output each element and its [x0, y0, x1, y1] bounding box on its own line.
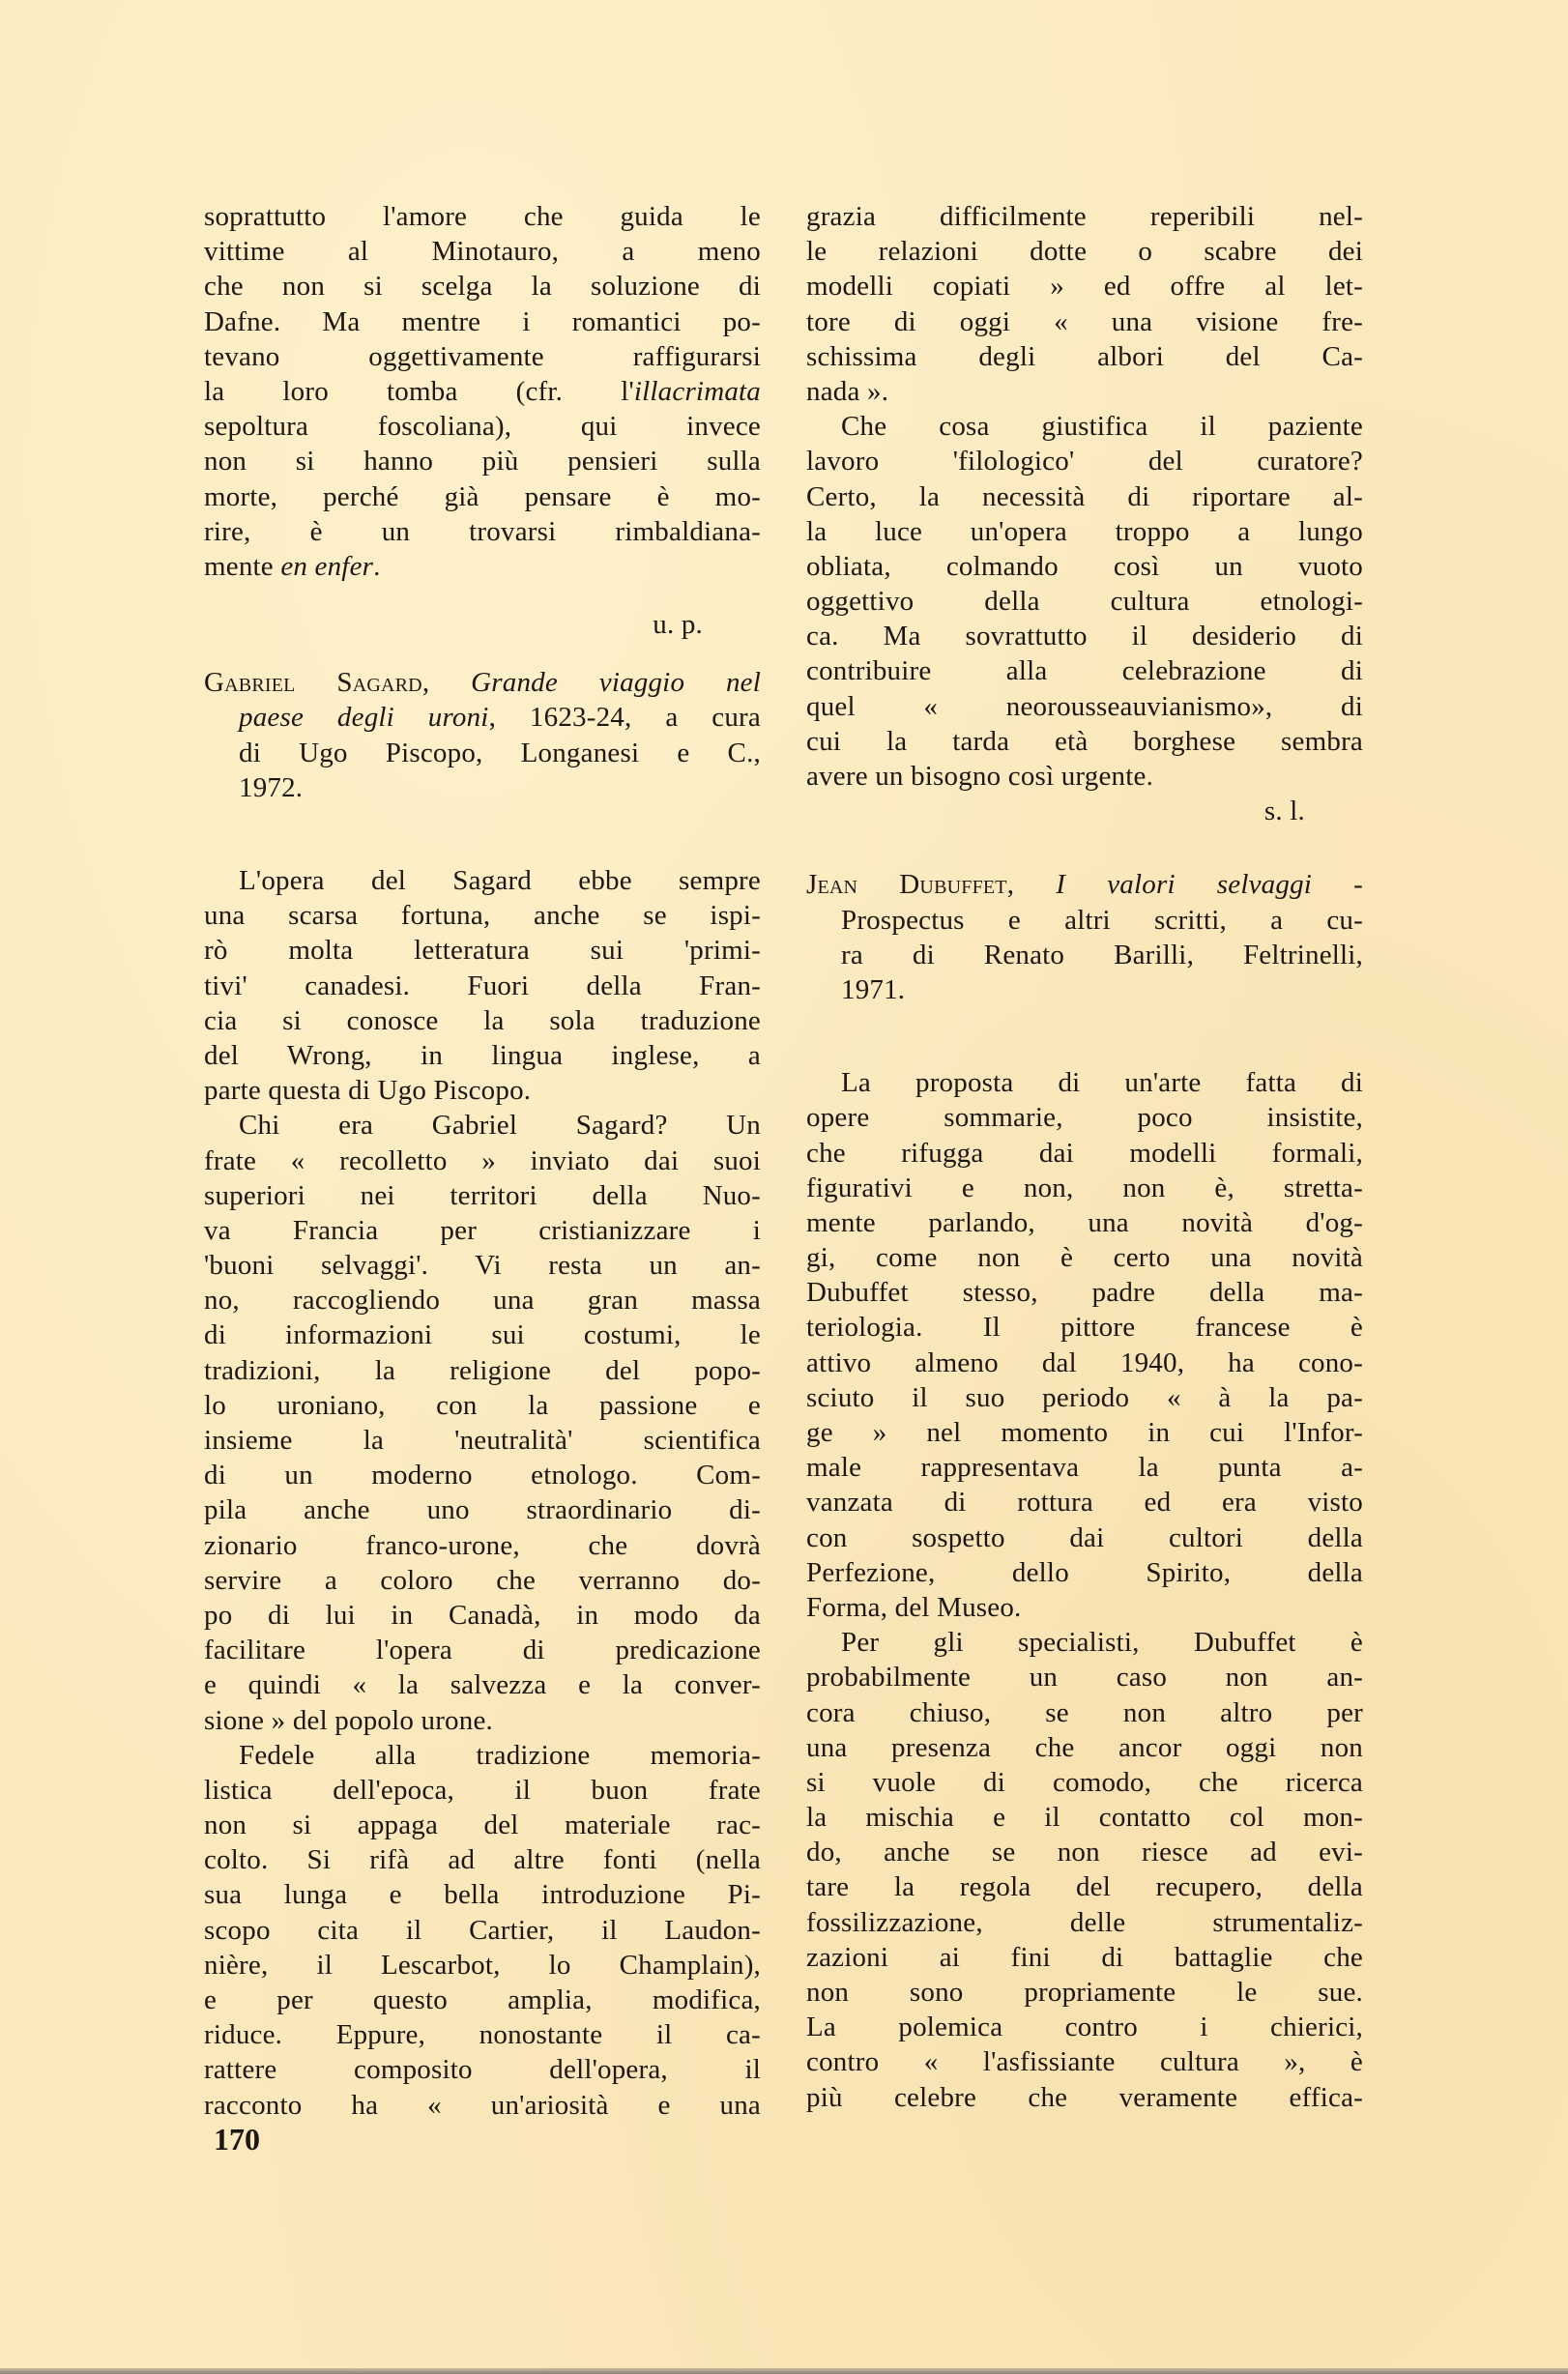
text-line: rattere composito dell'opera, il: [204, 2054, 761, 2086]
text-line: frate « recolletto » inviato dai suoi: [204, 1144, 761, 1176]
text-line: po di lui in Canadà, in modo da: [204, 1599, 761, 1631]
text-line: Certo, la necessità di riportare al-: [806, 480, 1363, 512]
citation-line: 1972.: [239, 771, 304, 803]
review-2-citation: [204, 665, 761, 805]
text-line: ge » nel momento in cui l'Infor-: [806, 1417, 1363, 1448]
review-1-ending: [204, 199, 761, 584]
page-number: 170: [214, 2122, 260, 2157]
text-line: morte, perché già pensare è mo-: [204, 480, 761, 512]
text-line: La polemica contro i chierici,: [806, 2012, 1363, 2043]
review-3-body: [806, 1065, 1363, 2115]
text-line: Forma, del Museo.: [806, 1591, 1022, 1623]
citation-line: 1971.: [841, 973, 906, 1005]
text-line: scopo cita il Cartier, il Laudon-: [204, 1914, 761, 1946]
text-line: racconto ha « un'ariosità e una: [204, 2089, 761, 2121]
text-line: tivi' canadesi. Fuori della Fran-: [204, 970, 761, 1001]
text-line: facilitare l'opera di predicazione: [204, 1635, 761, 1666]
text-line: tore di oggi « una visione fre-: [806, 305, 1363, 337]
citation-line: ra di Renato Barilli, Feltrinelli,: [841, 939, 1363, 970]
review-2-body-continued: [806, 199, 1363, 794]
text-line: la luce un'opera troppo a lungo: [806, 515, 1363, 547]
text-line: zazioni ai fini di battaglie che: [806, 1941, 1363, 1973]
text-line: rire, è un trovarsi rimbaldiana-: [204, 515, 761, 547]
citation-title: Grande viaggio nel: [471, 667, 761, 699]
text-line: grazia difficilmente reperibili nel-: [806, 201, 1363, 232]
text-line: Perfezione, dello Spirito, della: [806, 1556, 1363, 1588]
text-line: non sono propriamente le sue.: [806, 1977, 1363, 2008]
text-line: tare la regola del recupero, della: [806, 1871, 1363, 1903]
text-line: la mischia e il contatto col mon-: [806, 1802, 1363, 1834]
text-line: con sospetto dai cultori della: [806, 1521, 1363, 1553]
right-column: [806, 199, 1363, 2115]
text-line: va Francia per cristianizzare i: [204, 1214, 761, 1246]
text-line: cora chiuso, se non altro per: [806, 1696, 1363, 1728]
text-line: contro « l'asfissiante cultura », è: [806, 2046, 1363, 2078]
text-line: modelli copiati » ed offre al let-: [806, 271, 1363, 303]
text-line: lavoro 'filologico' del curatore?: [806, 446, 1363, 478]
review-3-citation: [806, 867, 1363, 1007]
page-edge: [0, 2368, 1568, 2374]
text-line: L'opera del Sagard ebbe sempre: [239, 865, 761, 896]
text-line: una presenza che ancor oggi non: [806, 1731, 1363, 1763]
text-line: non si appaga del materiale rac-: [204, 1809, 761, 1841]
text-line: sciuto il suo periodo « à la pa-: [806, 1381, 1363, 1413]
text-line: Chi era Gabriel Sagard? Un: [239, 1110, 761, 1142]
text-line: male rappresentava la punta a-: [806, 1452, 1363, 1484]
text-line: e quindi « la salvezza e la conver-: [204, 1669, 761, 1701]
text-line: mente en enfer.: [204, 550, 381, 582]
text-line: non si hanno più pensieri sulla: [204, 446, 761, 478]
text-line: sepoltura foscoliana), qui invece: [204, 411, 761, 443]
text-line: contribuire alla celebrazione di: [806, 655, 1363, 687]
text-line: parte questa di Ugo Piscopo.: [204, 1075, 532, 1107]
text-line: che non si scelga la soluzione di: [204, 271, 761, 303]
text-line: avere un bisogno così urgente.: [806, 761, 1154, 792]
text-line: no, raccogliendo una gran massa: [204, 1285, 761, 1317]
author-signature: u. p.: [653, 609, 703, 641]
text-line: gi, come non è certo una novità: [806, 1242, 1363, 1274]
citation-line: [204, 700, 761, 735]
text-line: del Wrong, in lingua inglese, a: [204, 1039, 761, 1071]
text-line: Per gli specialisti, Dubuffet è: [841, 1627, 1363, 1659]
text-line: e per questo amplia, modifica,: [204, 1984, 761, 2015]
text-line: lo uroniano, con la passione e: [204, 1389, 761, 1421]
text-line: nière, il Lescarbot, lo Champlain),: [204, 1949, 761, 1981]
text-line: sione » del popolo urone.: [204, 1704, 493, 1736]
italic-phrase: illacrimata: [633, 375, 761, 407]
text-line: teriologia. Il pittore francese è: [806, 1312, 1363, 1344]
text-line: che rifugga dai modelli formali,: [806, 1137, 1363, 1169]
text-line: più celebre che veramente effica-: [806, 2081, 1363, 2113]
text-line: Dafne. Ma mentre i romantici po-: [204, 305, 761, 337]
text-line: vanzata di rottura ed era visto: [806, 1487, 1363, 1519]
citation-title-cont: paese degli uroni: [239, 702, 489, 734]
citation-heading-line: Jean Dubuffet, I valori selvaggi -: [806, 869, 1363, 901]
text-line: si vuole di comodo, che ricerca: [806, 1766, 1363, 1798]
text-line: riduce. Eppure, nonostante il ca-: [204, 2019, 761, 2051]
text-line: attivo almeno dal 1940, ha cono-: [806, 1346, 1363, 1378]
text-line: superiori nei territori della Nuo-: [204, 1179, 761, 1211]
review-2-body: [204, 863, 761, 2123]
text-line: fossilizzazione, delle strumentaliz-: [806, 1906, 1363, 1938]
text-line: colto. Si rifà ad altre fonti (nella: [204, 1844, 761, 1876]
citation-title: I valori selvaggi: [1056, 869, 1313, 901]
italic-phrase: en enfer: [280, 550, 374, 582]
text-line: obliata, colmando così un vuoto: [806, 550, 1363, 582]
text-line: 'buoni selvaggi'. Vi resta un an-: [204, 1250, 761, 1282]
text-line: una scarsa fortuna, anche se ispi-: [204, 900, 761, 932]
citation-text: , 1623-24, a cura: [488, 702, 761, 734]
text-line: di informazioni sui costumi, le: [204, 1319, 761, 1351]
text-line: soprattutto l'amore che guida le: [204, 201, 761, 232]
text-line: nada ».: [806, 375, 889, 407]
text-line: quel « neorousseauvianismo», di: [806, 690, 1363, 722]
text-line: probabilmente un caso non an-: [806, 1662, 1363, 1694]
text-line: tradizioni, la religione del popo-: [204, 1354, 761, 1386]
text-line: le relazioni dotte o scabre dei: [806, 236, 1363, 268]
text-line: tevano oggettivamente raffigurarsi: [204, 340, 761, 372]
left-column: [204, 199, 761, 2123]
text-line: opere sommarie, poco insistite,: [806, 1102, 1363, 1134]
text-line: figurativi e non, non è, stretta-: [806, 1172, 1363, 1203]
text-line: vittime al Minotauro, a meno: [204, 236, 761, 268]
citation-line: di Ugo Piscopo, Longanesi e C.,: [239, 737, 761, 768]
author-signature: s. l.: [1263, 796, 1305, 827]
citation-text: -: [1312, 869, 1363, 901]
text-line: ca. Ma sovrattutto il desiderio di: [806, 621, 1363, 652]
text-line: Che cosa giustifica il paziente: [841, 411, 1363, 443]
text-line: cui la tarda età borghese sembra: [806, 725, 1363, 757]
text-line: rò molta letteratura sui 'primi-: [204, 935, 761, 967]
citation-author: Jean Dubuffet: [806, 869, 1007, 901]
text-line: la loro tomba (cfr. l'illacrimata: [204, 375, 761, 407]
text-line: servire a coloro che verranno do-: [204, 1564, 761, 1596]
text-line: Dubuffet stesso, padre della ma-: [806, 1277, 1363, 1309]
text-line: di un moderno etnologo. Com-: [204, 1460, 761, 1491]
citation-heading-line: Gabriel Sagard, Grande viaggio nel: [204, 667, 761, 699]
text-line: Fedele alla tradizione memoria-: [239, 1739, 761, 1771]
text-line: mente parlando, una novità d'og-: [806, 1206, 1363, 1238]
citation-line: Prospectus e altri scritti, a cu-: [841, 904, 1363, 936]
text-line: insieme la 'neutralità' scientifica: [204, 1425, 761, 1456]
text-line: cia si conosce la sola traduzione: [204, 1004, 761, 1036]
text-line: listica dell'epoca, il buon frate: [204, 1774, 761, 1806]
text-line: schissima degli albori del Ca-: [806, 340, 1363, 372]
text-line: zionario franco-urone, che dovrà: [204, 1529, 761, 1561]
text-line: pila anche uno straordinario di-: [204, 1494, 761, 1526]
text-line: sua lunga e bella introduzione Pi-: [204, 1879, 761, 1911]
text-line: oggettivo della cultura etnologi-: [806, 586, 1363, 618]
citation-author: Gabriel Sagard: [204, 667, 422, 699]
text-line: do, anche se non riesce ad evi-: [806, 1837, 1363, 1868]
text-line: La proposta di un'arte fatta di: [841, 1067, 1363, 1099]
